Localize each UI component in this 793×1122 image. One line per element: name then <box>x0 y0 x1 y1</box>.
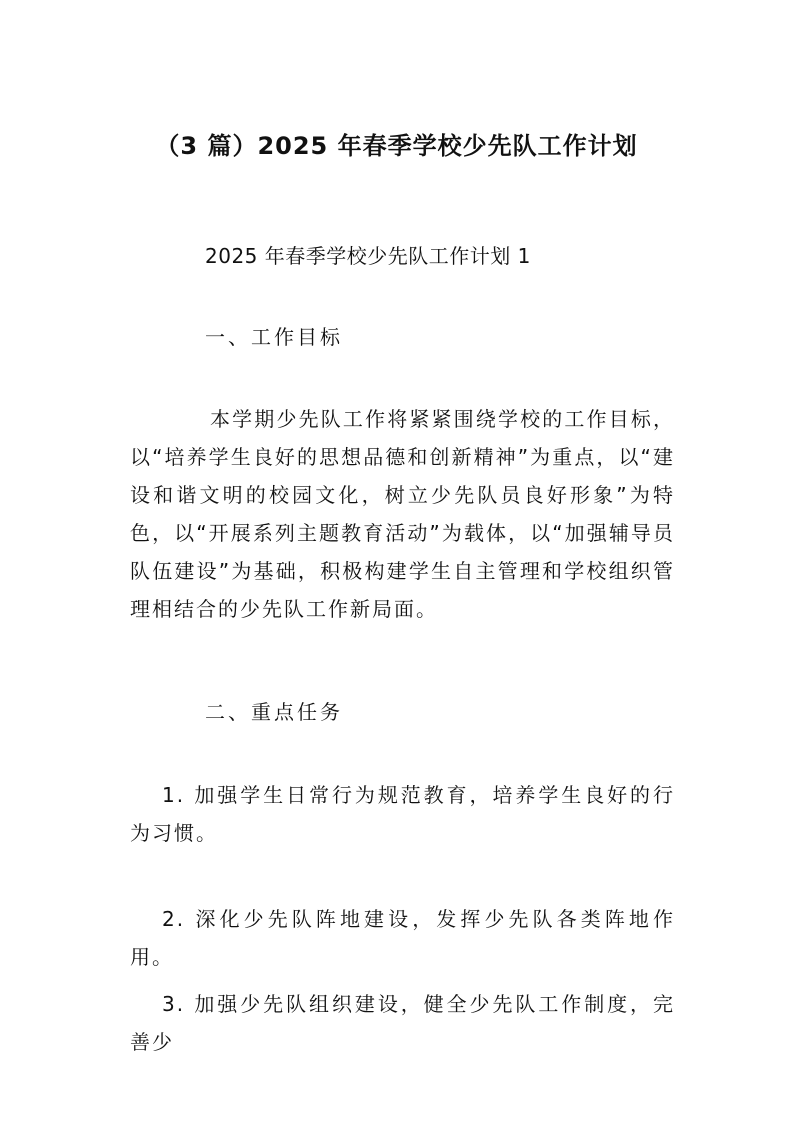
section-heading-tasks: 二、重点任务 <box>205 700 343 724</box>
task-item: 3. 加强少先队组织建设，健全少先队工作制度，完善少 <box>130 992 675 1054</box>
task-item: 2. 深化少先队阵地建设，发挥少先队各类阵地作用。 <box>130 907 675 969</box>
plan-subtitle: 2025 年春季学校少先队工作计划 1 <box>205 244 531 268</box>
task-item: 1. 加强学生日常行为规范教育，培养学生良好的行为习惯。 <box>130 783 675 845</box>
document-title: （3 篇）2025 年春季学校少先队工作计划 <box>155 132 638 160</box>
goals-paragraph: 本学期少先队工作将紧紧围绕学校的工作目标，以“培养学生良好的思想品德和创新精神”为重点，以“建设和谐文明的校园文化，树立少先队员良好形象”为特色，以“开展系列主题教育活动”为载体，以“加强辅导员队伍建设”为基础，积极构建学生自主管理和学校组织管理相结合的少先队工作新局面。 <box>130 407 675 621</box>
section-heading-goals: 一、工作目标 <box>205 325 343 349</box>
